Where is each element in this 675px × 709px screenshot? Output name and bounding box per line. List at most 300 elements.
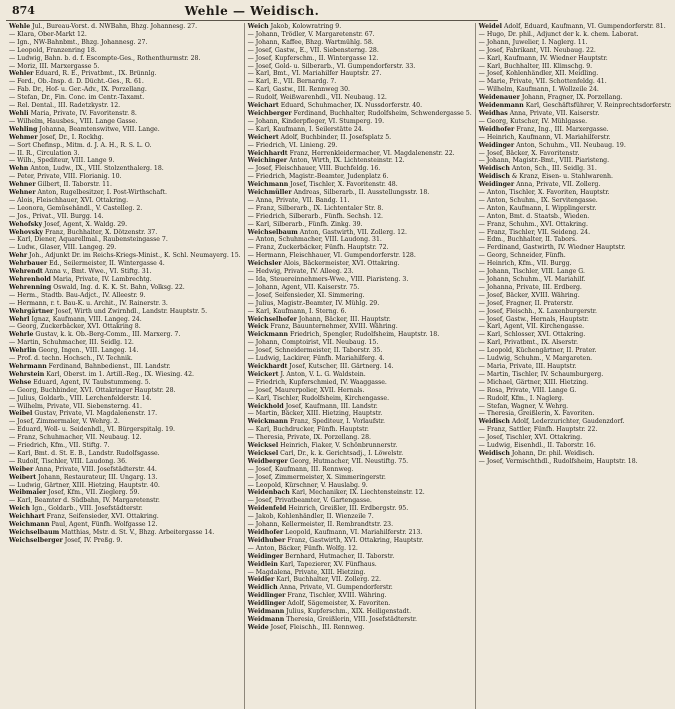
directory-entry: — Karl, Bmt., VI. Mariahilfer Hauptstr. 27. (247, 70, 382, 78)
directory-entry (9, 260, 241, 268)
entry-surname: Weichart (247, 102, 279, 110)
entry-details: Johann, Schuhm., VI. Mariahilf. (486, 276, 586, 283)
directory-entry: — Friedrich, Silberarb., Fünfh. Sechsh. 12. (247, 212, 384, 220)
entry-surname: Weichselberger (9, 536, 63, 544)
directory-entry (9, 489, 241, 497)
entry-details: Maria, Private, III. Hauptstr. (486, 362, 577, 370)
entry-surname: Weidlinger (247, 600, 286, 608)
directory-entry: — Georg, Zuckerbäcker, XVI. Ottakring 8. (9, 323, 141, 331)
directory-entry: — Karl, Beamter d. Südbahn, IV. Margaretenstr. (9, 497, 160, 505)
entry-surname: Wehrle (9, 331, 34, 339)
entry-details: Michael, Gärtner, XIII. Hietzing. (486, 378, 589, 386)
entry-surname: Weich (9, 505, 30, 513)
directory-entry: — Alois, Fleischhauer, XVI. Ottakring. (9, 196, 129, 204)
directory-entry: — Ludw., Glaser, VIII. Langeg. 29. (9, 244, 117, 252)
entry-details: Anna, Private, VI. Gumpendorferstr. (279, 584, 393, 592)
directory-entry: — Ludwig, Eisenhdl., II. Taborstr. 16. (478, 442, 596, 450)
entry-details: Peter, Private, VIII. Florianig. 10. (17, 173, 122, 181)
entry-details: Joh., Adjunkt Dr. im Reichs-Kriegs-Minist., K. Schl. Neumayerg. 15. (29, 252, 241, 260)
entry-details: Karl, Buchdrucker, Fünfh. Hauptstr. (255, 426, 369, 434)
directory-entry (479, 181, 672, 189)
directory-entry: — Edm., Buchhalter, II. Tabors. (478, 236, 578, 244)
entry-details: Prof. d. techn. Hochsch., IV. Technik. (17, 355, 133, 363)
directory-entry (479, 418, 672, 426)
entry-details: Karl, Mechaniker, IX. Liechtensteinstr. 12. (291, 489, 425, 497)
directory-entry: — Rel. Dental., III. Radetzkystr. 12. (9, 102, 121, 110)
page-number: 874 (12, 4, 35, 17)
directory-entry (248, 323, 472, 331)
directory-entry (248, 371, 472, 379)
directory-entry: — Karl, Diener, Aquarellmal., Raubensteingasse 7. (9, 236, 168, 244)
entry-details: Josef, Vermischthdl., Rudolfsheim, Hauptstr. 18. (486, 457, 638, 465)
directory-entry: — Maria, Private, III. Hauptstr. (478, 362, 577, 370)
entry-details: Ferdinand, Gastwirth, IV. Wiedner Hauptstr. (486, 244, 626, 252)
entry-details: Karl, Buchhalter, VII. Zollerg. 22. (276, 576, 382, 584)
entry-surname: Wehse (9, 378, 32, 386)
directory-entry (248, 600, 472, 608)
directory-entry: — Franz, Tischler, VII. Seideng. 24. (478, 228, 591, 236)
entry-details: Alois, Fleischhauer, XVI. Ottakring. (17, 196, 129, 204)
entry-details: Anna, Private, VII. Kaiserstr. (509, 109, 600, 117)
directory-entry (9, 189, 241, 197)
directory-entry: — Franz, Schuhmacher, VII. Neubaug. 12. (9, 434, 142, 442)
directory-entry: — Martin, Schuhmacher, III. Seidlg. 12. (9, 339, 134, 347)
entry-surname: Weidisch (478, 449, 510, 457)
entry-details: Johann, Agent, VII. Kaiserstr. 75. (255, 283, 360, 291)
entry-details: Heinrich, Fiaker, V. Schönbrunnerstr. (280, 442, 398, 450)
entry-details: Johann, Comptoirist, VII. Neubaug. 15. (255, 339, 379, 347)
entry-details: Friedrich, Silberarb., Fünfh. Sechsh. 12. (255, 212, 384, 220)
directory-entry (248, 576, 472, 584)
directory-entry: — Fab. Dr., Hof- u. Ger.-Adv., IX. Porzellang. (9, 86, 147, 94)
entry-surname: Wehn (9, 165, 29, 173)
directory-entry: — Anton, Schuhm., IX. Servitengasse. (478, 196, 598, 204)
entry-details: Josef, Gastw., Hernals, Hauptstr. (486, 315, 589, 323)
entry-details: Anton, Tischler, X. Favoriten, Hauptstr. (486, 189, 610, 197)
entry-details: Anna v., Bmt. Wwe., VI. Stiftg. 31. (44, 268, 152, 276)
directory-entry (479, 142, 672, 150)
entry-details: Ignaz, Kaufmann, VIII. Langeg. 24. (31, 315, 142, 323)
directory-entry: — Klara, Ober-Markt 12. (9, 30, 87, 38)
entry-surname: Weidmann (247, 615, 285, 623)
directory-entry (9, 537, 241, 545)
directory-entry: — Rosa, Private, VIII. Lange G. (478, 386, 577, 394)
directory-entry: — Johann, Schuhm., VI. Mariahilf. (478, 276, 586, 283)
entry-surname: Weidhofer (247, 529, 284, 536)
entry-surname: Weichselbaum (247, 228, 298, 236)
directory-entry (9, 331, 241, 339)
entry-surname: Wehrgärtner (9, 307, 54, 315)
entry-details: Josef, Tischler, X. Favoritenstr. 48. (290, 181, 398, 189)
directory-entry: — Wilhelm, Hausbes., VIII. Lange Gasse. (9, 117, 138, 125)
entry-surname: Wehrbauer (9, 260, 48, 268)
entry-surname: Weich (247, 23, 269, 30)
directory-entry: — Johann, Trödler, V. Margaretenstr. 67. (247, 30, 375, 38)
entry-details: Georg, Schneider, Fünfh. (486, 252, 566, 260)
entry-details: Ign., NW-Bahnbmt., Bhzg. Johannesg. 27. (17, 38, 148, 46)
entry-details: Franz, Tischler, VII. Seideng. 24. (486, 228, 591, 236)
entry-details: Jul., Bureau-Vorst. d. NWBahn, Bhzg. Johannesg. 27. (32, 23, 198, 30)
directory-entry: — Josef, Bäcker, XVIII. Währing. (478, 291, 580, 299)
entry-details: Friedrich, Kupferschmied, IV. Waaggasse. (255, 378, 387, 386)
entry-details: Hermann, Fleischhauer, VI. Gumpendorferstr. 128. (255, 252, 416, 260)
entry-details: Jos., Privat., VII. Burgg. 14. (17, 212, 104, 220)
entry-surname: Weichsler (247, 260, 282, 268)
entry-details: Adolf, Sägemeister, X. Favoriten. (287, 600, 391, 608)
directory-entry (9, 363, 241, 371)
entry-surname: Wehling (9, 125, 38, 133)
entry-surname: Wehovsky (9, 228, 43, 236)
entry-surname: Wehrenning (9, 283, 52, 291)
directory-entry (248, 157, 472, 165)
directory-entry (248, 489, 472, 497)
directory-entry: — Georg, Buchbinder, XVI. Ottakringer Hauptstr. 28. (9, 386, 176, 394)
directory-entry (9, 529, 241, 537)
directory-entry: — Johann, Kellermeister, II. Rembrandtstr. 23. (247, 521, 394, 529)
entry-details: Karl, Kaufmann, I. Seilerstätte 24. (255, 125, 364, 133)
entry-details: Josef, Zimmermeister, X. Simmeringerstr. (255, 473, 386, 481)
directory-entry: — Leopold, Kürschner, V. Hauslabg. 9. (247, 481, 368, 489)
directory-entry: — Friedrich, VI. Linieng. 29. (247, 141, 338, 149)
directory-entry (9, 410, 241, 418)
entry-details: Josef, Gastw., E., VII. Siebensterng. 28. (255, 46, 379, 54)
directory-entry: — Ferdinand, Gastwirth, IV. Wiedner Hauptstr. (478, 244, 626, 252)
entry-surname: Weicksel (247, 449, 279, 457)
directory-entry: — Georg, Schneider, Fünfh. (478, 252, 566, 260)
entry-surname: Weidisch (478, 173, 510, 181)
entry-details: Martin, Bäcker, XIII. Hietzing, Hauptstr. (255, 410, 383, 418)
entry-surname: Wehrstein (9, 370, 45, 378)
entry-details: J. Anton, V. L. G. Waldstein. (280, 370, 366, 378)
directory-entry (248, 592, 472, 600)
entry-details: Georg, Ingen., VIII. Langeg. 14. (38, 347, 139, 355)
directory-entry: — Ign., NW-Bahnbmt., Bhzg. Johannesg. 27. (9, 38, 148, 46)
directory-entry (248, 608, 472, 616)
entry-details: Anton, Kaufmann, I. Wipplingerstr. (486, 204, 597, 212)
entry-details: Josef, Bäcker, XVIII. Währing. (486, 291, 580, 299)
entry-surname: Wehli (9, 109, 29, 117)
directory-entry: — Ludwig, Schuhm., V. Margareten. (478, 355, 593, 363)
entry-details: Johanna, Beamtenswitwe, VIII. Lange. (39, 125, 160, 133)
directory-entry: — Heinrich, Kaufmann, VI. Mariahilferstr. (478, 133, 611, 141)
directory-entry: — Johanna, Private, III. Erdberg. (478, 283, 582, 291)
directory-entry: — Friedrich, Magistr.-Beamter, Judenplatz 6. (247, 173, 389, 181)
page-title: Wehle — Weidisch. (184, 4, 320, 18)
directory-entry: — Josef, Tischler, XVI. Ottakring. (478, 434, 583, 442)
directory-entry: — Ferd., Ob.-Insp. d. D. Dücht.-Ges., R. 61. (9, 78, 144, 86)
directory-entry (9, 221, 241, 229)
entry-details: Alois, Bäckermeister, XVI. Ottakring. (283, 260, 400, 268)
directory-entry (479, 94, 672, 102)
entry-surname: Wehner (9, 181, 36, 189)
entry-details: Josef, Fabrikant, VII. Neubaug. 22. (486, 46, 596, 54)
directory-entry: — Magdalena, Private, XIII. Hietzing. (247, 568, 366, 576)
directory-entry (248, 189, 472, 197)
entry-details: Ludwig, Bahn. b. d. f. Escompte-Ges., Rothenthurmstr. 28. (17, 54, 201, 62)
entry-surname: Weichert (247, 133, 279, 141)
entry-surname: Wehrl (9, 315, 30, 323)
entry-details: Franz, Tischler, XVIII. Währing. (287, 592, 387, 600)
directory-columns (6, 23, 672, 709)
entry-details: Leopold, Kaufmann, VI. Mariahilferstr. 213. (285, 529, 423, 536)
directory-entry: — Josef, Gastw., Hernals, Hauptstr. (478, 315, 589, 323)
entry-details: Theresia, Greißlerin, VIII. Josefstädterstr. (286, 615, 417, 623)
entry-surname: Wehrenhold (9, 276, 51, 283)
entry-details: Karl, Oberst. im 1. Artill.-Reg., IX. Wiesing. 42. (46, 370, 195, 378)
directory-entry: — Prof. d. techn. Hochsch., IV. Technik. (9, 355, 133, 363)
entry-surname: Weickmann (247, 418, 288, 426)
entry-details: Martin, Schuhmacher, III. Seidlg. 12. (17, 339, 134, 347)
directory-entry (248, 150, 472, 158)
directory-entry: — Johann, Comptoirist, VII. Neubaug. 15. (247, 339, 379, 347)
entry-details: Josef, Gold- u. Silberarb., VI. Gumpendorferstr. 33. (255, 62, 416, 70)
directory-entry: — Friedrich, Kupferschmied, IV. Waaggasse. (247, 378, 387, 386)
directory-entry: — Leopold, Küchengärtner, II. Prater. (478, 347, 597, 355)
entry-surname: Wehrlin (9, 347, 37, 355)
entry-details: Jakob, Kohlenhändler, II. Wienzeile 7. (255, 513, 374, 521)
entry-surname: Weidenauer (478, 94, 520, 102)
entry-details: Theresia, Greißlerin, X. Favoriten. (486, 410, 595, 418)
entry-details: Julius, Magistr.-Beamter, IV. Mühlg. 29. (255, 299, 380, 307)
entry-details: Johann, Kinderpfleger, VI. Stumperg. 19. (255, 117, 385, 125)
entry-details: Andreas, Silberarb., II. Ausstellungsstr. 18. (293, 189, 430, 197)
directory-entry: — Heinrich, Kfm., VII. Burgg. (478, 260, 572, 268)
entry-details: Adolf, Lederzurichter, Gaudenzdorf. (511, 418, 625, 426)
entry-surname: Weickhardt (247, 362, 288, 370)
entry-details: Ferd., Ob.-Insp. d. D. Dücht.-Ges., R. 61. (17, 78, 144, 86)
entry-details: Paul, Agent, Fünfh. Wolfgasse 12. (51, 521, 158, 529)
entry-details: Johanna, Private, III. Erdberg. (486, 283, 582, 291)
directory-entry: — Wilh., Spediteur, VIII. Lange 9. (9, 157, 115, 165)
directory-entry: — Josef, Zimmermeister, X. Simmeringerstr. (247, 473, 386, 481)
entry-details: Franz, Ing., III. Marxergasse. (516, 125, 609, 133)
directory-entry: — Herm., Stadtb. Bau-Adjct., IV. Alleestr. 9. (9, 291, 146, 299)
entry-details: Josef, Fragner, II. Praterstr. (486, 299, 574, 307)
entry-details: Ferdinand, Bahnbedienst., III. Landstr. (48, 362, 171, 370)
entry-details: Franz, Sattler, Fünfh. Hauptstr. 22. (486, 426, 598, 434)
entry-details: Gustav, Private, VI. Magdalenenstr. 17. (34, 410, 158, 418)
entry-details: Josef, Kfm., VII. Zieglerg. 59. (48, 489, 140, 497)
entry-details: Wilhelm, Hausbes., VIII. Lange Gasse. (17, 117, 138, 125)
directory-entry: — Johann, Kinderpfleger, VI. Stumperg. 19. (247, 117, 385, 125)
entry-surname: Weidhas (478, 109, 508, 117)
entry-details: Johann, Fragner, IX. Porzellang. (521, 94, 623, 102)
directory-entry: — Michael, Gärtner, XIII. Hietzing. (478, 378, 589, 386)
entry-details: Ferdinand, Buchhalter, Rudolfsheim, Schwendergasse 5. (293, 109, 472, 117)
entry-surname: Weichselhofer (247, 315, 297, 323)
entry-details: Heinrich, Kfm., VII. Burgg. (486, 260, 572, 268)
directory-entry: — Anton, Kaufmann, I. Wipplingerstr. (478, 204, 597, 212)
entry-details: Ign., Goldarb., VIII. Josefstädterstr. (31, 505, 143, 513)
entry-details: Wilhelm, Private, VII. Siebensterng. 41. (17, 402, 142, 410)
entry-details: Jakob, Kolowratring 9. (270, 23, 342, 30)
directory-entry: — Johann, Juwelier, I. Naglerg. 11. (478, 38, 588, 46)
entry-details: Anton, Schuhm., VII. Neubaug. 19. (516, 141, 626, 149)
entry-details: Stefan, Wagner, V. Wehrg. (486, 402, 569, 410)
directory-entry: — Anton, Tischler, X. Favoriten, Hauptstr. (478, 189, 610, 197)
entry-details: Rosa, Private, VIII. Lange G. (486, 386, 577, 394)
entry-details: Franz, Schuhmacher, VII. Neubaug. 12. (17, 434, 142, 442)
entry-details: Josef, Wirth und Zwirnhdl., Landstr. Hauptstr. 5. (55, 307, 208, 315)
entry-details: Theresia, Private, IX. Porzellang. 28. (255, 434, 371, 442)
directory-entry (9, 347, 241, 355)
entry-details: Karl, Bmt., VI. Mariahilfer Hauptstr. 27. (255, 70, 382, 78)
entry-surname: Weibmaier (9, 489, 47, 497)
entry-surname: Weiber (9, 465, 34, 473)
entry-surname: Weidinger (478, 141, 515, 149)
entry-surname: Weichmann (9, 521, 50, 529)
directory-entry (479, 102, 672, 110)
directory-entry (9, 70, 241, 78)
directory-entry: — Jakob, Kohlenhändler, II. Wienzeile 7. (247, 513, 374, 521)
directory-entry: — Peter, Private, VIII. Florianig. 10. (9, 173, 122, 181)
entry-details: Johann, Magistr.-Bmt., VIII. Piaristeng. (486, 157, 610, 165)
entry-surname: Weicksel (247, 442, 279, 450)
entry-details: Josef, Fleischh., III. Rennweg. (270, 623, 365, 631)
directory-entry (9, 126, 241, 134)
entry-details: Johann, Restaurateur, III. Ungarg. 13. (38, 473, 158, 481)
entry-details: Johann, Tischler, VIII. Lange G. (486, 268, 585, 276)
directory-entry: — Josef, Vermischthdl., Rudolfsheim, Hauptstr. 18. (478, 457, 638, 465)
directory-entry (248, 110, 472, 118)
entry-details: Anton, Sch., III. Seidlg. 31. (511, 165, 597, 173)
entry-surname: Weickhold (247, 402, 284, 410)
entry-details: Adolf, Eduard, Kaufmann, VI. Gumpendorferstr. 81. (504, 23, 666, 30)
directory-entry: — Jos., Privat., VII. Burgg. 14. (9, 212, 104, 220)
entry-surname: Weick (247, 323, 269, 331)
entry-details: Franz, Seifensieder, XVI. Ottakring. (46, 513, 159, 521)
entry-details: Franz, Buchhalter, X. Dötzenstr. 37. (44, 228, 158, 236)
entry-details: Maria, Private, IV. Lambrechtg. (52, 276, 152, 283)
entry-details: Johann, Dr. phil. Weidisch. (511, 449, 595, 457)
directory-entry (9, 371, 241, 379)
column-2 (244, 23, 475, 709)
entry-surname: Weidisch (478, 418, 510, 426)
directory-entry: — Martin, Tischler, IV. Schaumburgerg. (478, 370, 604, 378)
entry-details: Hermann, r. t. Bau-K. u. Archit., IV. Rainerstr. 3. (17, 299, 168, 307)
directory-entry (479, 450, 672, 458)
directory-entry: — Anton, Bäcker, Fünfh. Wolfg. 12. (247, 544, 358, 552)
directory-entry: — Wilhelm, Private, VII. Siebensterng. 41. (9, 402, 142, 410)
directory-entry (248, 442, 472, 450)
entry-details: Anton, Bmt. d. Staatsb., Wieden. (486, 212, 590, 220)
entry-details: Eduard, Woll- u. Seidenhdl., VI. Bürgerspitalg. 19. (17, 426, 175, 434)
entry-details: Johann, Juwelier, I. Naglerg. 11. (486, 38, 588, 46)
entry-details: Hedwig, Private, IV. Alleeg. 23. (255, 268, 354, 276)
entry-details: Josef, Kupferschm., II. Wintergasse 12. (255, 54, 379, 62)
entry-surname: Wehofsky (9, 220, 43, 228)
directory-entry: — Anna, Private, VII. Bandg. 11. (247, 196, 350, 204)
entry-details: Josef, Fleischh., X. Laxenburgerstr. (486, 307, 597, 315)
directory-entry: — Rudolf, Kfm., I. Naglerg. (478, 394, 564, 402)
entry-details: Anton, Schuhmacher, VIII. Laudong. 31. (255, 236, 382, 244)
entry-surname: Weidlein (247, 560, 278, 568)
entry-surname: Weidel (478, 23, 503, 30)
directory-entry: — Karl, Privatbmt., IX. Alserstr. (478, 339, 578, 347)
entry-details: Josef, Maurerpolier, XVII. Hernals. (255, 386, 365, 394)
entry-details: Rudolf, Weißwarenhdl., VII. Neubaug. 12. (255, 94, 387, 102)
entry-details: Rudolf, Tischler, VIII. Laudong. 36. (17, 457, 127, 465)
directory-entry: — Josef, Kupferschm., II. Wintergasse 12. (247, 54, 379, 62)
directory-entry: — Ludwig, Lackirer, Fünfh. Mariahilferg. 4. (247, 355, 385, 363)
entry-details: Wilh., Spediteur, VIII. Lange 9. (17, 157, 115, 165)
entry-details: Ludwig, Schuhm., V. Margareten. (486, 355, 593, 363)
directory-entry: — Josef, Gastw., E., VII. Siebensterng. 28. (247, 46, 379, 54)
entry-details: Heinrich, Kaufmann, VI. Mariahilferstr. (486, 133, 611, 141)
directory-entry: — Johann, Agent, VII. Kaiserstr. 75. (247, 283, 360, 291)
directory-entry (248, 403, 472, 411)
directory-entry: — Karl, Kaufmann, I. Seilerstätte 24. (247, 125, 364, 133)
entry-details: Josef, Kutscher, III. Gärtnerg. 14. (289, 362, 394, 370)
entry-surname: Weickert (247, 370, 279, 378)
entry-details: Josef, Kohlenhändler, XII. Meidling. (486, 70, 599, 78)
entry-surname: Weidenbach (247, 489, 290, 497)
directory-entry (9, 379, 241, 387)
entry-details: Eduard, Agent, IV. Taubstummeng. 5. (33, 378, 151, 386)
entry-surname: Weidhofer (478, 125, 515, 133)
entry-details: Karl, Kaufmann, IV. Wiedner Hauptstr. (486, 54, 608, 62)
directory-entry (248, 537, 472, 545)
directory-entry (248, 260, 472, 268)
entry-surname: Weichmann (247, 181, 289, 189)
directory-entry: — Karl, Bmt. d. St. E. B., Landstr. Rudolfsgasse. (9, 449, 160, 457)
entry-surname: Weichhardt (247, 149, 288, 157)
directory-entry (248, 458, 472, 466)
entry-details: Karl, Bmt. d. St. E. B., Landstr. Rudolfsgasse. (17, 449, 160, 457)
entry-details: Karl, Beamter d. Südbahn, IV. Margaretenstr. (17, 497, 160, 505)
entry-details: Johann, Kellermeister, II. Rembrandtstr. 23. (255, 521, 394, 529)
entry-details: Anton, Gastwirth, VII. Zollerg. 12. (299, 228, 407, 236)
directory-entry (248, 450, 472, 458)
entry-details: Anna, Private, VII. Bandg. 11. (255, 196, 350, 204)
entry-details: Martin, Tischler, IV. Schaumburgerg. (486, 370, 604, 378)
entry-details: Franz, Herrenkleidermacher, VI. Magdalenenstr. 22. (289, 149, 455, 157)
directory-entry: — Josef, Fabrikant, VII. Neubaug. 22. (478, 46, 596, 54)
entry-details: Karl, E., VII. Bernardg. 7. (255, 78, 337, 86)
entry-details: Karl, Geschäftsführer, V. Reinprechtsdorferstr. (525, 102, 672, 110)
entry-details: Carl, Dr., k. k. Gerichtsadj., I. Löwelstr. (280, 449, 404, 457)
entry-details: Bernhard, Hutmacher, II. Taborstr. (285, 552, 395, 560)
entry-details: Wilhelm, Kaufmann, I. Wollzeile 24. (486, 86, 599, 94)
directory-entry: — Josef, Fragner, II. Praterstr. (478, 299, 574, 307)
directory-entry: — Hermann, r. t. Bau-K. u. Archit., IV. Rainerstr. 3. (9, 299, 168, 307)
directory-entry: — Karl, E., VII. Bernardg. 7. (247, 78, 337, 86)
directory-entry: — Josef, Kaufmann, III. Rennweg. (247, 465, 354, 473)
directory-entry: — Karl, Kaufmann, I. Sterng. 6. (247, 307, 347, 315)
entry-surname: Weibel (9, 410, 33, 418)
entry-surname: Weide (247, 623, 269, 631)
directory-entry: — Hedwig, Private, IV. Alleeg. 23. (247, 268, 354, 276)
entry-details: Ed., Seilermeister, II. Wintergasse 4. (49, 260, 165, 268)
directory-entry: — Franz, Zuckerbäcker, Fünfh. Hauptstr. 72. (247, 244, 389, 252)
directory-entry (9, 521, 241, 529)
directory-entry (248, 553, 472, 561)
directory-entry: — Josef, Maurerpolier, XVII. Hernals. (247, 386, 365, 394)
entry-surname: Weichberger (247, 109, 292, 117)
directory-entry (248, 616, 472, 624)
entry-details: Johann, Kaffee, Bhzg. Wartmühlg. 58. (255, 38, 374, 46)
entry-surname: Wehr (9, 252, 28, 260)
entry-surname: Wehler (9, 70, 34, 78)
entry-details: Heinrich, Greißler, III. Erdbergstr. 95. (288, 505, 409, 513)
directory-entry: — Rudolf, Weißwarenhdl., VII. Neubaug. 12. (247, 94, 387, 102)
directory-entry (9, 23, 241, 31)
directory-entry: — Sort Chefinsp., Mitm. d. J. A. H., R. S. L. O. (9, 141, 152, 149)
directory-entry: — Karl, Tischler, Rudolfsheim, Kirchengasse. (247, 394, 390, 402)
entry-details: Josef, Privatbeamter, V. Gartengasse. (255, 497, 372, 505)
directory-entry: — Hermann, Fleischhauer, VI. Gumpendorferstr. 128. (247, 252, 416, 260)
entry-surname: Wehrmann (9, 362, 47, 370)
